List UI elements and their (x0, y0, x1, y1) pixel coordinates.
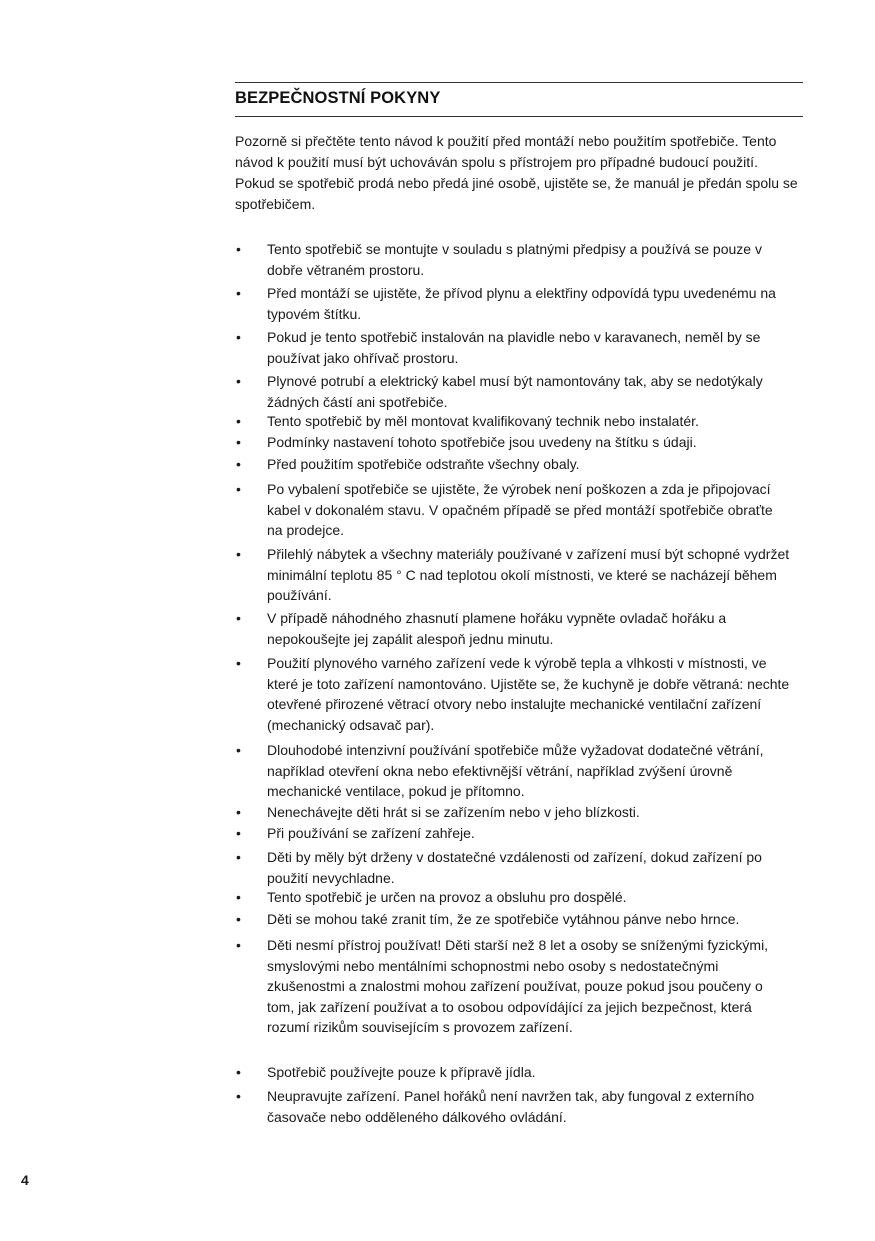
list-item-text: Podmínky nastavení tohoto spotřebiče jsou uvedeny na štítku s údaji. (267, 434, 697, 450)
list-item-text: Spotřebič používejte pouze k přípravě jídla. (267, 1064, 536, 1080)
list-item-text: Děti nesmí přístroj používat! Děti starší než 8 let a osoby se sníženými fyzickými, smyslovými nebo mentálními schopnostmi nebo osoby s nedostatečnými zkušenostmi a znalostmi mohou zařízení používat, pouze pokud jsou poučeny o tom, jak zařízení používat a to osobou odpovídájící za jejich bezpečnost, která rozumí rizikům souvisejícím s provozem zařízení. (267, 937, 769, 1035)
list-item-text: Děti by měly být drženy v dostatečné vzdálenosti od zařízení, dokud zařízení po použití nevychladne. (267, 849, 762, 886)
bullet-icon: • (236, 655, 241, 671)
page-number: 4 (21, 1172, 29, 1188)
bullet-icon: • (236, 804, 241, 820)
bullet-icon: • (236, 849, 241, 865)
bullet-icon: • (236, 456, 241, 472)
list-item-text: Tento spotřebič by měl montovat kvalifikovaný technik nebo instalatér. (267, 413, 699, 429)
list-item-text: Pokud je tento spotřebič instalován na plavidle nebo v karavanech, neměl by se používat jako ohřívač prostoru. (267, 329, 761, 366)
list-item-text: Přilehlý nábytek a všechny materiály používané v zařízení musí být schopné vydržet minimální teplotu 85 ° C nad teplotou okolí místnosti, ve které se nacházejí během používání. (267, 546, 790, 603)
list-item-text: Plynové potrubí a elektrický kabel musí být namontovány tak, aby se nedotýkaly žádných částí ani spotřebiče. (267, 373, 763, 410)
bullet-icon: • (236, 373, 241, 389)
list-item-text: Dlouhodobé intenzivní používání spotřebiče může vyžadovat dodatečné větrání, například otevření okna nebo efektivnější větrání, například zvýšení úrovně mechanické ventilace, pokud je přítomno. (267, 742, 764, 799)
bullet-icon: • (236, 241, 241, 257)
list-item-text: Neupravujte zařízení. Panel hořáků není navržen tak, aby fungoval z externího časovače nebo odděleného dálkového ovládání. (267, 1088, 755, 1125)
bullet-icon: • (236, 610, 241, 626)
bullet-icon: • (236, 825, 241, 841)
bullet-icon: • (236, 285, 241, 301)
bullet-icon: • (236, 546, 241, 562)
bullet-icon: • (236, 1064, 241, 1080)
list-item-text: Děti se mohou také zranit tím, že ze spotřebiče vytáhnou pánve nebo hrnce. (267, 911, 740, 927)
list-item-text: Při používání se zařízení zahřeje. (267, 825, 475, 841)
bullet-icon: • (236, 889, 241, 905)
list-item-text: Tento spotřebič se montujte v souladu s platnými předpisy a používá se pouze v dobře větraném prostoru. (267, 241, 762, 278)
list-item-text: Před použitím spotřebiče odstraňte všechny obaly. (267, 456, 580, 472)
bullet-icon: • (236, 329, 241, 345)
page-title: BEZPEČNOSTNÍ POKYNY (235, 89, 441, 107)
bullet-icon: • (236, 413, 241, 429)
bullet-icon: • (236, 481, 241, 497)
list-item-text: Tento spotřebič je určen na provoz a obsluhu pro dospělé. (267, 889, 627, 905)
bullet-icon: • (236, 1088, 241, 1104)
list-item-text: Po vybalení spotřebiče se ujistěte, že výrobek není poškozen a zda je připojovací kabel v dokonalém stavu. V opačném případě se před montáží spotřebiče obraťte na prodejce. (267, 481, 773, 538)
list-item-text: V případě náhodného zhasnutí plamene hořáku vypněte ovladač hořáku a nepokoušejte jej zapálit alespoň jednu minutu. (267, 610, 727, 647)
bullet-icon: • (236, 937, 241, 953)
intro-paragraph: Pozorně si přečtěte tento návod k použití před montáží nebo použitím spotřebiče. Tento návod k použití musí být uchováván spolu s přístrojem pro případné budoucí použití. Pokud se spotřebič prodá nebo předá jiné osobě, ujistěte se, že manuál je předán spolu se spotřebičem. (235, 133, 798, 212)
list-item-text: Před montáží se ujistěte, že přívod plynu a elektřiny odpovídá typu uvedenému na typovém štítku. (267, 285, 776, 322)
bullet-icon: • (236, 911, 241, 927)
list-item-text: Použití plynového varného zařízení vede k výrobě tepla a vlhkosti v místnosti, ve které je toto zařízení namontováno. Ujistěte se, že kuchyně je dobře větraná: nechte otevřené přirozené větrací otvory nebo instalujte mechanické ventilační zařízení (mechanický odsavač par). (267, 655, 790, 733)
list-item-text: Nenechávejte děti hrát si se zařízením nebo v jeho blízkosti. (267, 804, 640, 820)
bullet-icon: • (236, 742, 241, 758)
bullet-icon: • (236, 434, 241, 450)
